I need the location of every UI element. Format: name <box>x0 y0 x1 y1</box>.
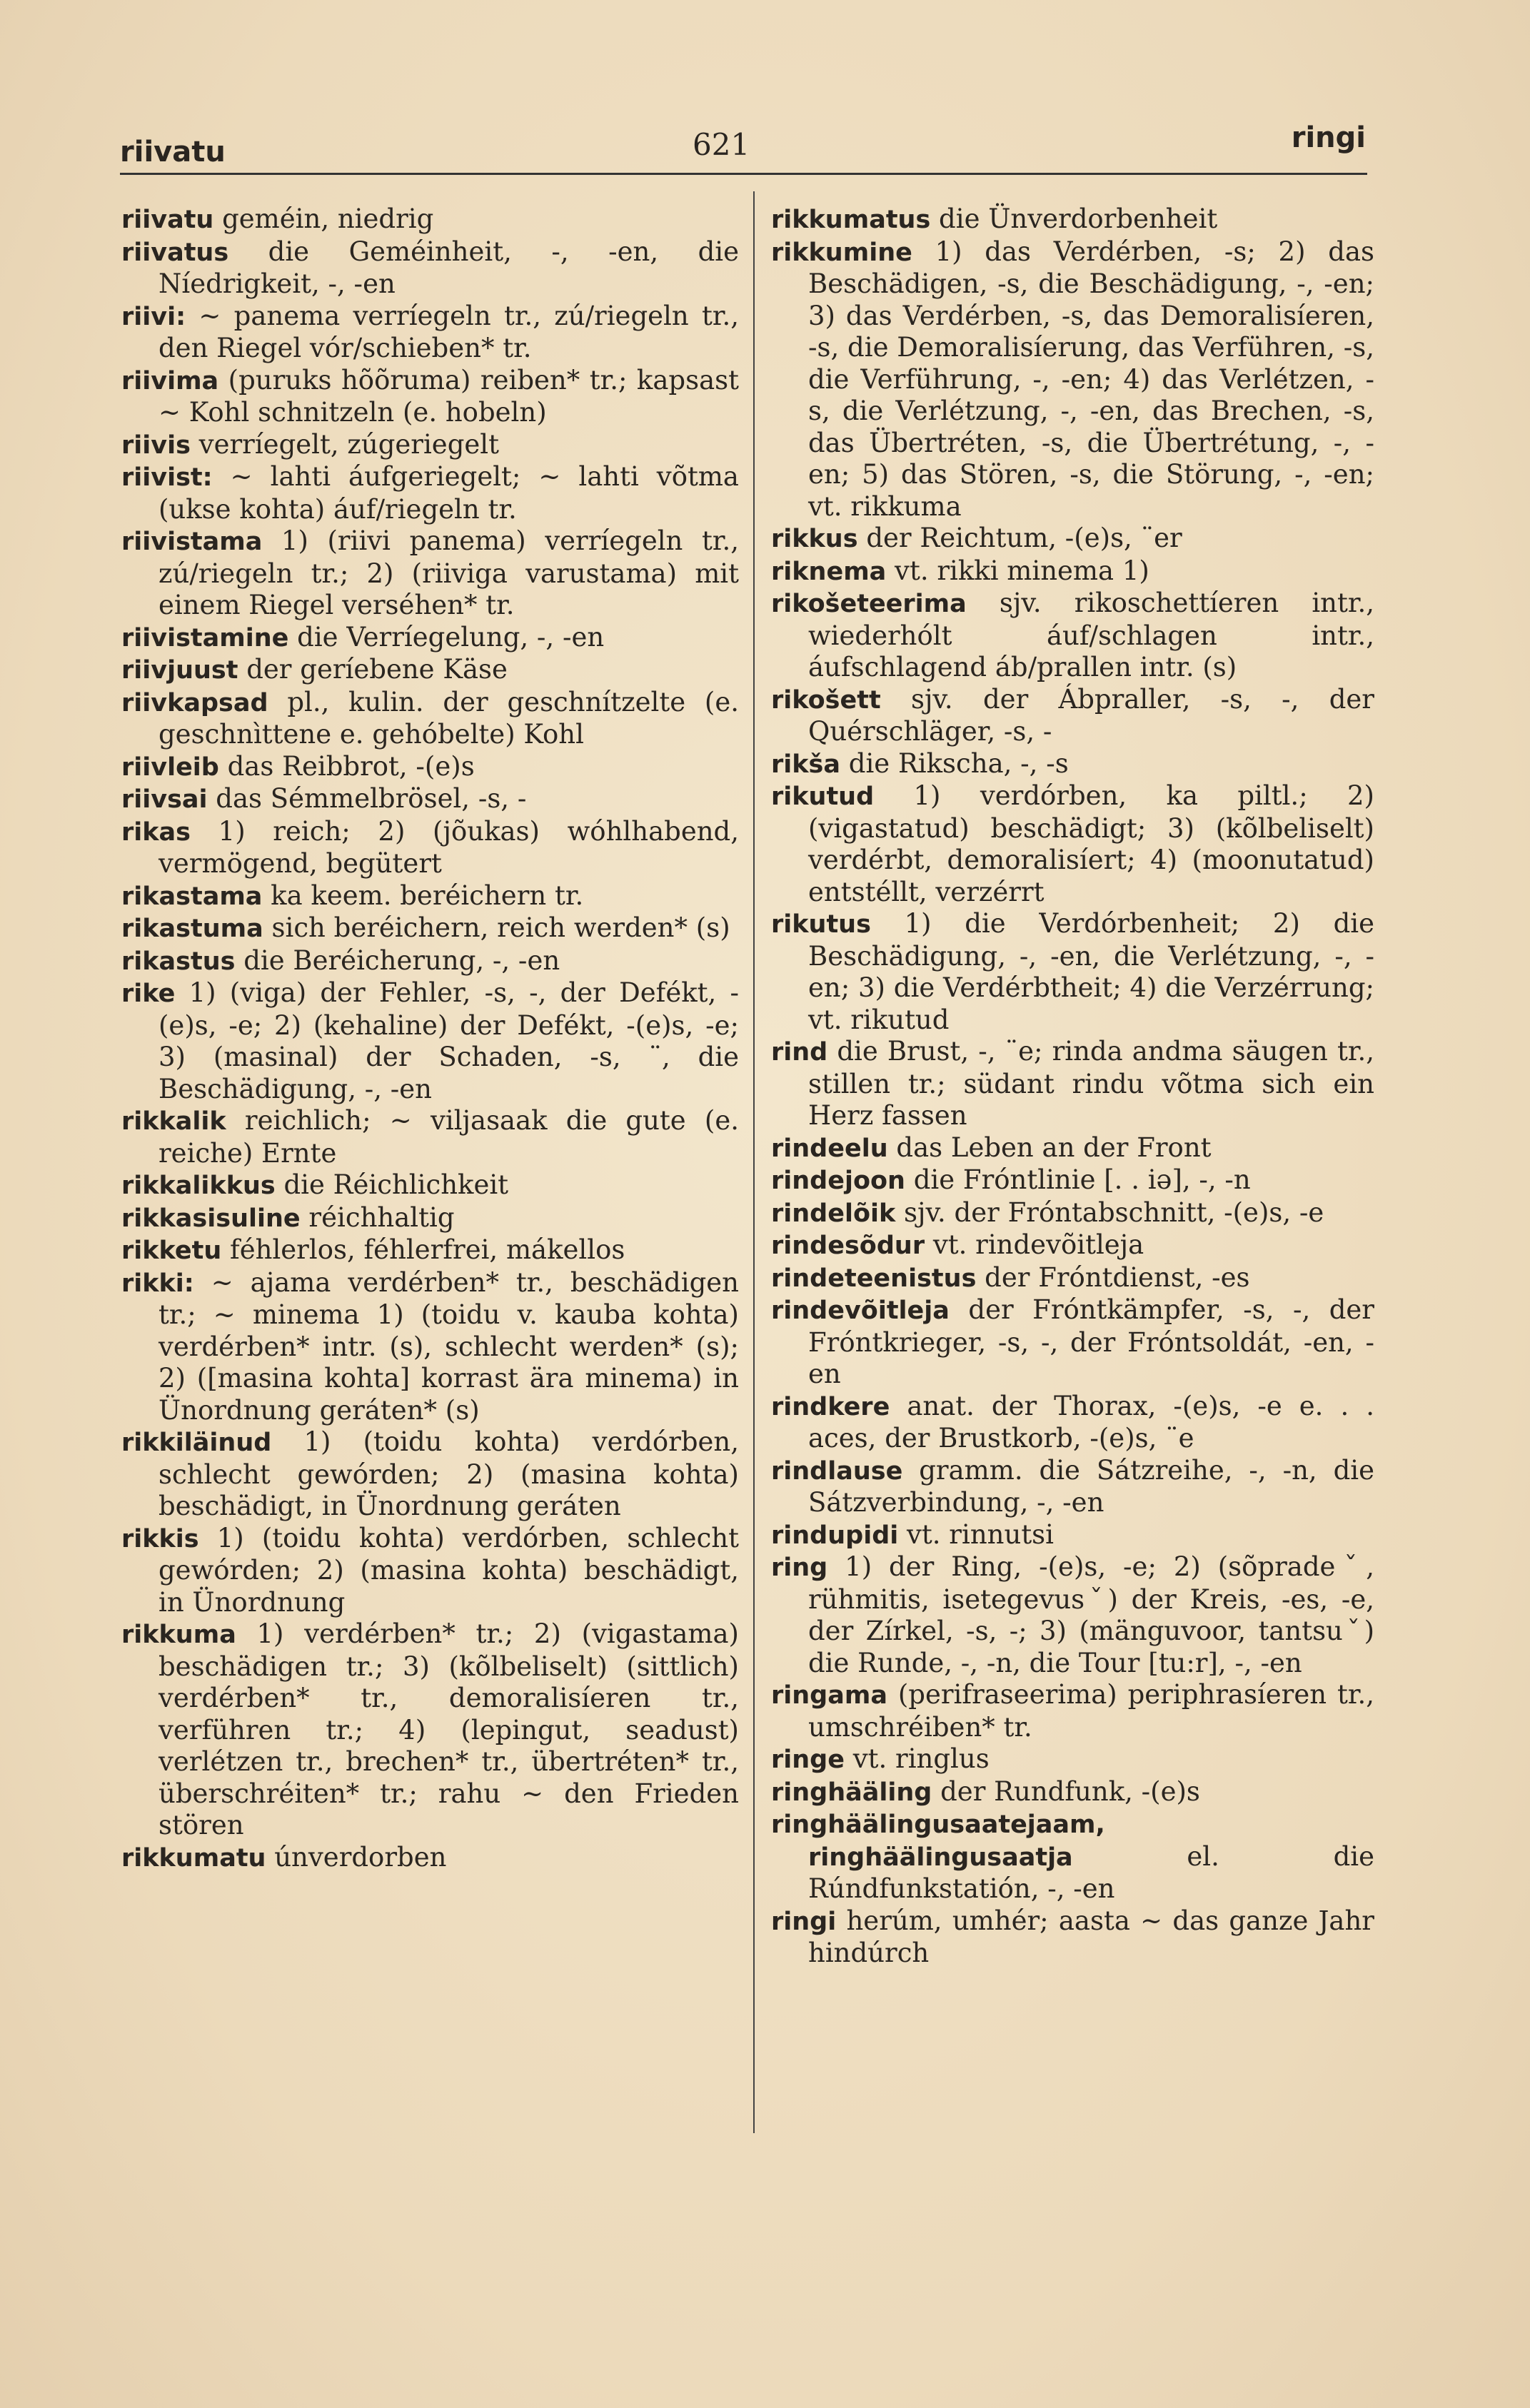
dictionary-entry <box>121 1426 739 1523</box>
dictionary-entry <box>121 912 739 945</box>
running-head-right: ringi <box>1291 121 1366 154</box>
definition: reichlich; ~ viljasaak die gute (e. reiche) Ernte <box>158 1105 739 1169</box>
header-rule <box>120 173 1367 175</box>
dictionary-entry <box>771 1391 1374 1455</box>
running-head-left: riivatu <box>120 136 226 168</box>
headword: riivistamine <box>121 623 289 653</box>
headword: rindeelu <box>771 1134 888 1163</box>
definition: sjv. der Fróntabschnitt, -(e)s, -e <box>895 1197 1324 1228</box>
definition: vt. rindevõitleja <box>925 1229 1144 1260</box>
page-number: 621 <box>693 127 750 162</box>
definition: sjv. der Ábpraller, -s, -, der Quérschläger, -s, - <box>808 683 1374 747</box>
dictionary-entry <box>121 816 739 880</box>
dictionary-entry <box>771 1679 1374 1743</box>
dictionary-entry <box>771 1455 1374 1519</box>
dictionary-entry <box>771 1743 1374 1776</box>
definition: der Fróntdienst, -es <box>976 1261 1250 1293</box>
dictionary-entry <box>121 654 739 687</box>
headword: riivsai <box>121 785 208 814</box>
headword: rikkumatus <box>771 206 931 234</box>
headword: rikkis <box>121 1524 199 1553</box>
headword: rikkumine <box>771 238 912 267</box>
headword: riivjuust <box>121 656 238 685</box>
definition: réichhaltig <box>300 1202 455 1233</box>
definition: verríegelt, zúgeriegelt <box>190 428 499 460</box>
definition: únverdorben <box>266 1841 447 1873</box>
headword: rikkasisuline <box>121 1204 301 1233</box>
definition: vt. rinnutsi <box>898 1518 1055 1550</box>
dictionary-entry <box>771 1776 1374 1809</box>
headword: rikutus <box>771 910 871 939</box>
headword: rikastama <box>121 882 263 911</box>
headword: rikša <box>771 750 840 779</box>
definition: die Ünverdorbenheit <box>930 203 1218 234</box>
dictionary-entry <box>121 236 739 301</box>
headword: rikki: <box>121 1269 194 1298</box>
headword: rikkus <box>771 525 858 553</box>
definition: 1) verdórben, ka piltl.; 2) (vigastatud) beschädigt; 3) (kõlbeliselt) verdérbt, demoralisíert; 4) (moonutatud) entstéllt, verzérrt <box>808 780 1374 907</box>
headword: rikkiläinud <box>121 1429 272 1457</box>
dictionary-entry <box>121 1267 739 1427</box>
definition: herúm, umhér; aasta ~ das ganze Jahr hindúrch <box>808 1905 1374 1968</box>
headword: riivistama <box>121 528 263 556</box>
definition: el. die Rúndfunkstatión, -, -en <box>808 1840 1374 1904</box>
definition: 1) verdérben* tr.; 2) (vigastama) beschädigen tr.; 3) (kõlbeliselt) (sittlich) verdérben* tr., demoralisíeren tr., verführen tr.; 4) (lepingut, seadust) verlétzen tr., brechen* tr., übertréten* tr., überschréiten* tr.; rahu ~ den Frieden stören <box>158 1618 739 1840</box>
definition: anat. der Thorax, -(e)s, -e e. . . aces, der Brustkorb, -(e)s, ¨e <box>808 1390 1374 1454</box>
dictionary-entry <box>121 880 739 913</box>
dictionary-entry <box>121 1169 739 1202</box>
definition: vt. rikki minema 1) <box>886 555 1149 586</box>
dictionary-entry <box>771 203 1374 236</box>
dictionary-entry <box>121 365 739 429</box>
headword: rikastus <box>121 947 236 976</box>
dictionary-entry <box>121 525 739 622</box>
definition: das Leben an der Front <box>887 1132 1212 1163</box>
headword: riivatus <box>121 238 229 267</box>
definition: geméin, niedrig <box>213 203 434 234</box>
dictionary-entry <box>121 1234 739 1267</box>
definition: 1) (toidu kohta) verdórben, schlecht gewórden; 2) (masina kohta) beschädigt, in Ünordnung <box>158 1522 739 1618</box>
dictionary-entry <box>121 1202 739 1235</box>
dictionary-entry <box>771 236 1374 523</box>
headword: riknema <box>771 557 887 586</box>
dictionary-entry <box>771 1197 1374 1230</box>
definition: vt. ringlus <box>844 1743 990 1774</box>
definition: die Verríegelung, -, -en <box>288 621 605 653</box>
definition: 1) reich; 2) (jõukas) wóhlhabend, vermögend, begütert <box>158 815 739 879</box>
definition: 1) die Verdórbenheit; 2) die Beschädigung, -, -en, die Verlétzung, -, -en; 3) die Verdérbtheit; 4) die Verzérrung; vt. rikutud <box>808 908 1374 1035</box>
definition: sjv. rikoschettíeren intr., wiederhólt áuf/schlagen intr., áufschlagend áb/prallen intr. (s) <box>808 588 1374 682</box>
definition: 1) (toidu kohta) verdórben, schlecht gewórden; 2) (masina kohta) beschädigt, in Ünordnung geráten <box>158 1426 739 1521</box>
headword: ringhäälingusaatejaam, ringhäälingusaatja <box>771 1810 1105 1872</box>
definition: die Fróntlinie [. . iə], -, -n <box>905 1164 1251 1195</box>
dictionary-entry <box>121 203 739 236</box>
definition: sich beréichern, reich werden* (s) <box>263 912 730 943</box>
dictionary-entry <box>771 588 1374 684</box>
headword: ring <box>771 1553 828 1582</box>
definition: pl., kulin. der geschnítzelte (e. geschnìttene e. gehóbelte) Kohl <box>158 686 739 750</box>
dictionary-entry <box>771 1808 1374 1905</box>
headword: rindeteenistus <box>771 1264 977 1293</box>
definition: 1) der Ring, -(e)s, -e; 2) (sõpradeˇ, rühmitis, isetegevusˇ) der Kreis, -es, -e, der Zírkel, -s, -; 3) (mänguvoor, tantsuˇ) die Runde, -, -n, die Tour [tu:r], -, -en <box>808 1551 1374 1678</box>
definition: 1) (riivi panema) verríegeln tr., zú/riegeln tr.; 2) (riiviga varustama) mit einem Riegel verséhen* tr. <box>158 525 739 620</box>
right-column <box>771 203 1374 1970</box>
definition: das Reibbrot, -(e)s <box>218 750 475 782</box>
definition: das Sémmelbrösel, -s, - <box>207 783 527 814</box>
dictionary-entry <box>121 429 739 462</box>
definition: der Rundfunk, -(e)s <box>932 1775 1200 1807</box>
definition: die Brust, -, ¨e; rinda andma säugen tr., stillen tr.; südant rindu võtma sich ein Herz fassen <box>808 1036 1374 1131</box>
definition: (perifraseerima) periphrasíeren tr., umschréiben* tr. <box>808 1679 1374 1743</box>
headword: ringama <box>771 1681 887 1710</box>
headword: rindupidi <box>771 1521 899 1550</box>
definition: der Fróntkämpfer, -s, -, der Fróntkrieger, -s, -, der Fróntsoldát, -en, -en <box>808 1294 1374 1389</box>
dictionary-entry <box>121 687 739 751</box>
headword: riivi: <box>121 302 186 331</box>
headword: ringi <box>771 1907 837 1936</box>
definition: gramm. die Sátzreihe, -, -n, die Sátzverbindung, -, -en <box>808 1454 1374 1518</box>
dictionary-entry <box>121 622 739 655</box>
dictionary-entry <box>121 751 739 784</box>
column-divider <box>753 191 755 2133</box>
headword: ringhääling <box>771 1778 932 1807</box>
headword: rindesõdur <box>771 1231 925 1260</box>
headword: riivist: <box>121 463 213 492</box>
dictionary-entry <box>121 783 739 816</box>
dictionary-entry <box>771 1262 1374 1295</box>
definition: die Réichlichkeit <box>275 1169 509 1200</box>
headword: rikkumatu <box>121 1843 266 1873</box>
dictionary-entry <box>771 1519 1374 1552</box>
headword: riivleib <box>121 752 219 782</box>
headword: rindlause <box>771 1456 903 1486</box>
headword: rikošett <box>771 685 881 715</box>
definition: die Rikscha, -, -s <box>840 747 1069 779</box>
dictionary-entry <box>771 748 1374 781</box>
headword: riivima <box>121 366 219 396</box>
definition: (puruks hõõruma) reiben* tr.; kapsast ~ Kohl schnitzeln (e. hobeln) <box>158 364 739 428</box>
dictionary-entry <box>771 1551 1374 1679</box>
dictionary-entry <box>121 461 739 525</box>
headword: rindejoon <box>771 1167 905 1195</box>
definition: der geríebene Käse <box>238 654 508 685</box>
dictionary-entry <box>121 1842 739 1875</box>
dictionary-entry <box>121 945 739 978</box>
headword: rikutud <box>771 782 875 811</box>
headword: riivatu <box>121 206 214 234</box>
headword: ringe <box>771 1745 845 1774</box>
headword: rikkuma <box>121 1621 236 1649</box>
dictionary-entry <box>121 1523 739 1619</box>
headword: rikošeteerima <box>771 590 967 618</box>
definition: die Beréicherung, -, -en <box>235 944 560 976</box>
dictionary-entry <box>771 1229 1374 1262</box>
dictionary-entry <box>771 1164 1374 1197</box>
definition: die Geméinheit, -, -en, die Níedrigkeit, -, -en <box>158 236 739 299</box>
dictionary-entry <box>771 555 1374 588</box>
headword: rindkere <box>771 1392 890 1421</box>
definition: ka keem. beréichern tr. <box>262 880 584 911</box>
dictionary-entry <box>121 977 739 1105</box>
dictionary-entry <box>771 780 1374 908</box>
headword: rikketu <box>121 1236 222 1265</box>
dictionary-entry <box>121 1618 739 1842</box>
dictionary-entry <box>771 1036 1374 1132</box>
dictionary-entry <box>771 1905 1374 1970</box>
dictionary-entry <box>771 684 1374 748</box>
dictionary-entry <box>121 1105 739 1169</box>
headword: rike <box>121 979 176 1008</box>
headword: rikas <box>121 817 191 847</box>
headword: rikkalik <box>121 1107 226 1136</box>
definition: 1) das Verdérben, -s; 2) das Beschädigen, -s, die Beschädigung, -, -en; 3) das Verdérben, -s, das Demoralisíeren, -s, die Demoralisíerung, das Verführen, -s, die Verführung, -, -en; 4) das Verlétzen, -s, die Verlétzung, -, -en, das Brechen, -s, das Übertréten, -s, die Übertrétung, -, -en; 5) das Stören, -s, die Störung, -, -en; vt. rikkuma <box>808 236 1374 522</box>
definition: ~ ajama verdérben* tr., beschädigen tr.; ~ minema 1) (toidu v. kauba kohta) verdérben* intr. (s), schlecht werden* (s); 2) ([masina kohta] korrast ära minema) in Ünordnung geráten* (s) <box>158 1266 739 1426</box>
headword: rikkalikkus <box>121 1172 276 1200</box>
definition: 1) (viga) der Fehler, -s, -, der Defékt, -(e)s, -e; 2) (kehaline) der Defékt, -(e)s, -e; 3) (masinal) der Schaden, -s, ¨, die Beschädigung, -, -en <box>158 977 739 1104</box>
definition: ~ panema verríegeln tr., zú/riegeln tr., den Riegel vór/schieben* tr. <box>158 300 739 363</box>
headword: riivkapsad <box>121 688 268 717</box>
definition: ~ lahti áufgeriegelt; ~ lahti võtma (ukse kohta) áuf/riegeln tr. <box>158 461 739 525</box>
headword: rind <box>771 1038 828 1067</box>
headword: rikastuma <box>121 915 263 943</box>
dictionary-entry <box>121 301 739 365</box>
dictionary-entry <box>771 908 1374 1036</box>
dictionary-entry <box>771 523 1374 555</box>
dictionary-entry <box>771 1294 1374 1391</box>
headword: riivis <box>121 430 191 460</box>
definition: der Reichtum, -(e)s, ¨er <box>857 523 1182 553</box>
definition: féhlerlos, féhlerfrei, mákellos <box>221 1234 625 1265</box>
headword: rindevõitleja <box>771 1296 950 1325</box>
left-column <box>121 203 739 1874</box>
headword: rindelõik <box>771 1199 896 1228</box>
dictionary-entry <box>771 1132 1374 1165</box>
